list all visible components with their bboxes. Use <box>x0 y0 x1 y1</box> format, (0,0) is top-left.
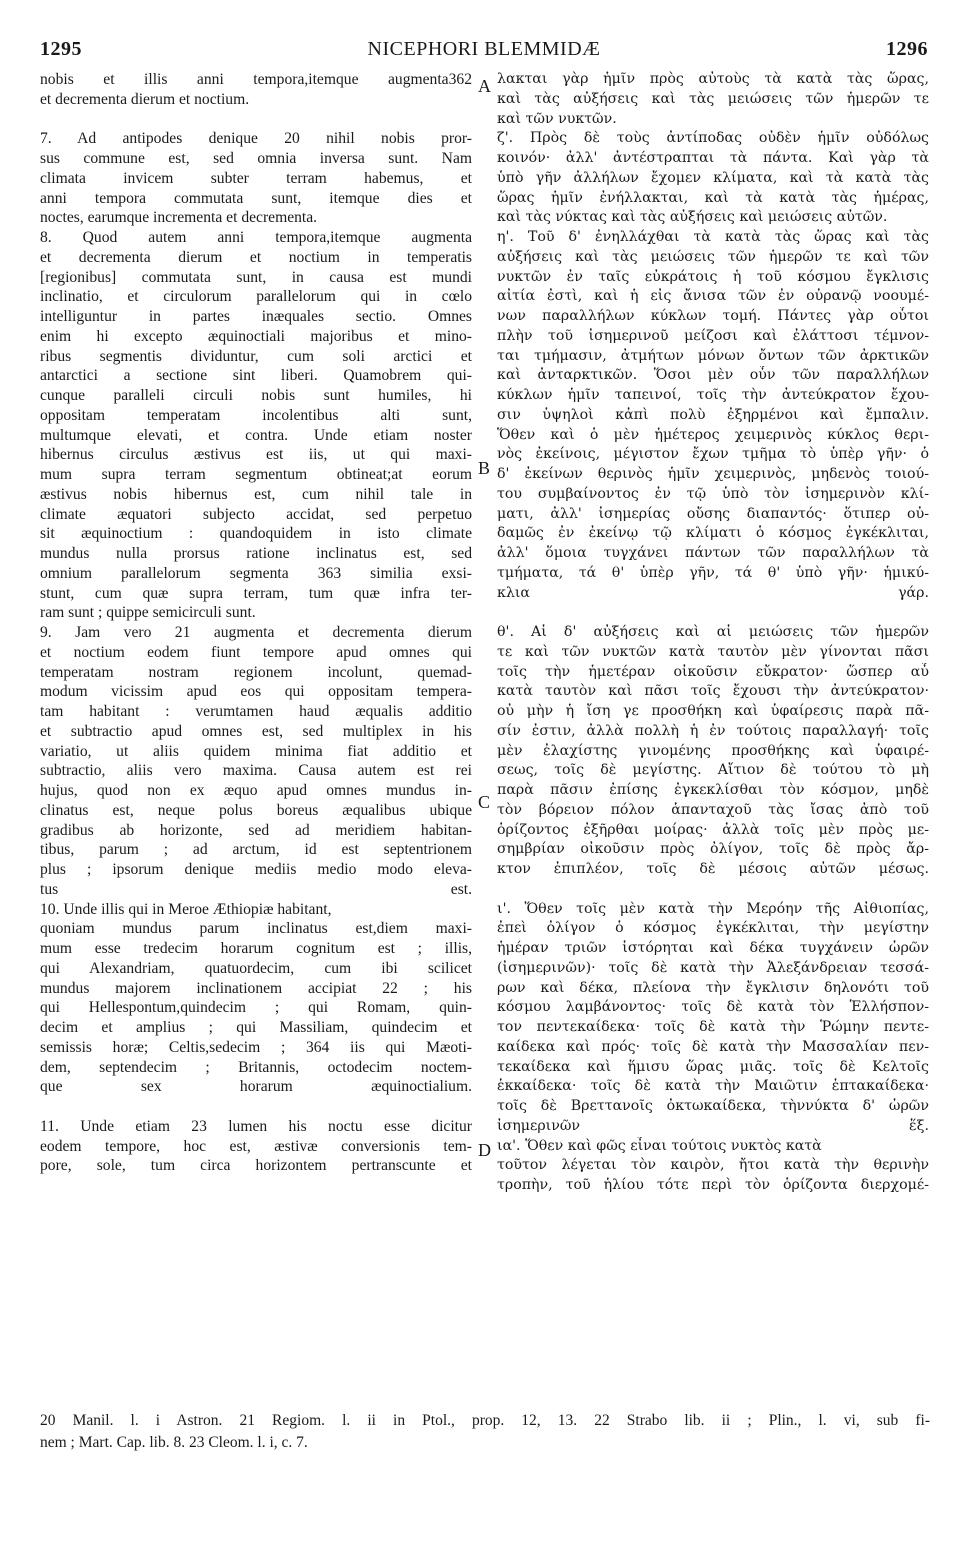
latin-text-line: semissis horæ; Celtis,sedecim ; 364 iis qui Mæoti- <box>40 1038 472 1056</box>
latin-text-line: noctes, earumque incrementa et decrementa. <box>40 209 318 227</box>
latin-text-line: mundus majorem inclinationem accipiat 22 ; his <box>40 979 472 997</box>
latin-text-line: 9. Jam vero 21 augmenta et decrementa dierum <box>40 624 472 641</box>
greek-text-line: ἀλλ' ὅμοια τυγχάνει πάντων τῶν παραλλήλων τὰ <box>497 545 929 561</box>
latin-text-line: 7. Ad antipodes denique 20 nihil nobis pror- <box>40 130 472 148</box>
running-title: NICEPHORI BLEMMIDÆ <box>367 38 601 60</box>
paragraph-gap <box>497 603 929 623</box>
page-header <box>40 38 928 68</box>
latin-text-line: sit æquinoctium : quandoquidem in isto climate <box>40 525 472 543</box>
latin-text-line: antarctici a sectione sint liberi. Quamobrem qui- <box>40 367 472 385</box>
latin-text-line: plus ; ipsorum denique mediis medio modo eleva- <box>40 861 472 878</box>
greek-text-line: κύκλων ἡμῖν ταπεινοί, τοῖς τὴν ἀντεύκρατον ἔχου- <box>497 387 929 403</box>
greek-text-line: δ' ἐκείνων θερινὸς ἡμῖν χειμερινὸς, μηδενὸς τοιού- <box>497 466 929 482</box>
latin-text-line: variatio, ut aliis quidem minima fiat additio et <box>40 742 472 760</box>
greek-text-line: σιν ὑψηλοὶ κἀπὶ πολὺ ἐξηρμένοι καὶ ἔμπαλιν. <box>497 406 929 423</box>
latin-text-line: 8. Quod autem anni tempora,itemque augmenta <box>40 229 472 246</box>
greek-text-line: πλὴν τοῦ ἰσημερινοῦ μείζοσι καὶ ἐλάττοσι τέμνον- <box>497 327 929 344</box>
latin-text-line: [regionibus] commutata sunt, in causa est mundi <box>40 268 472 286</box>
latin-text-line: hujus, quod non ex æquo apud omnes mundus in- <box>40 782 472 799</box>
latin-text-line: enim hi excepto æquinoctiali majoribus et mino- <box>40 327 472 345</box>
latin-text-line: quoniam mundus parum inclinatus est,diem maxi- <box>40 920 472 938</box>
greek-text-line: τον πεντεκαίδεκα· τοῖς δὲ κατὰ τὴν Ῥώμην πεντε- <box>497 1019 929 1035</box>
greek-text-line: τοῦτον λέγεται τὸν καιρὸν, ἤτοι κατὰ τὴν θερινὴν <box>497 1157 929 1174</box>
latin-text-line: qui Alexandriam, quatuordecim, cum ibi scilicet <box>40 959 472 977</box>
greek-text-line: ται τμήμασιν, ἀτμήτων μόνων ὄντων τῶν ἀρκτικῶν <box>497 347 929 364</box>
latin-text-line: tam habitant : verumtamen haud æqualis additio <box>40 703 472 720</box>
latin-text-line: qui Hellespontum,quindecim ; qui Romam, quin- <box>40 999 472 1017</box>
greek-text-line: τροπὴν, τοῦ ἡλίου τότε περὶ τὸν ὁρίζοντα διερχομέ- <box>497 1177 929 1193</box>
paragraph-gap <box>40 1097 472 1117</box>
greek-text-line: σημβρίαν οἰκοῦσιν πρὸς ὀλίγον, τοῖς δὲ πρὸς ἄρ- <box>497 841 929 858</box>
latin-text-line: mundus nulla prorsus ratione inclinatus est, sed <box>40 545 472 562</box>
greek-text-line: ὥρας ἡμῖν ἐνήλλακται, καὶ τὰ κατὰ τὰς ἡμέρας, <box>497 189 929 206</box>
latin-text-line: subtractio, aliis vero maxima. Causa autem est rei <box>40 762 472 780</box>
latin-text-line: oppositam temperatam incolentibus alti sunt, <box>40 406 472 424</box>
greek-text-line: ι'. Ὅθεν τοῖς μὲν κατὰ τὴν Μερόην τῆς Αἰθιοπίας, <box>497 900 929 917</box>
latin-column <box>40 70 472 1176</box>
greek-text-line: η'. Τοῦ δ' ἐνηλλάχθαι τὰ κατὰ τὰς ὥρας καὶ τὰς <box>497 229 929 245</box>
greek-text-line: μὲν ἐλαχίστης γινομένης προσθήκης καὶ ὑφαιρέ- <box>497 742 929 759</box>
latin-text-line: tus est. <box>40 880 472 898</box>
greek-text-line: δαμῶς ἐν ἐκείνῳ τῷ κλίματι ὁ κόσμος ἐγκέκλιται, <box>497 525 929 542</box>
latin-text-line: et noctium eodem fiunt tempore apud omnes qui <box>40 643 472 661</box>
latin-text-line: sus commune est, sed omnia inversa sunt. Nam <box>40 150 472 167</box>
greek-text-line: καίδεκα καὶ πρός· τοῖς δὲ κατὰ τὴν Μασσαλίαν πεν- <box>497 1038 929 1055</box>
greek-text-line: καὶ τῶν νυκτῶν. <box>497 110 617 127</box>
latin-text-line: ribus segmentis dividuntur, cum soli arctici et <box>40 347 472 365</box>
latin-text-line: climate æquatori subjecto accidat, sed perpetuo <box>40 505 472 523</box>
latin-text-line: inclinatio, et circulorum parallelorum qui in cœlo <box>40 288 472 306</box>
latin-text-line: multumque elevati, et contra. Unde etiam noster <box>40 426 472 444</box>
greek-text-line: νων παραλλήλων κύκλων τομή. Πάντες γὰρ οὗτοι <box>497 308 929 324</box>
latin-text-line: modum vicissim apud eos qui oppositam tempera- <box>40 683 472 701</box>
greek-text-line: ὁρίζοντος ἐξῆρθαι μοίρας· ἀλλὰ τοῖς μὲν πρὸς με- <box>497 821 929 838</box>
latin-text-line: et subtractio apud omnes est, sed multiplex in his <box>40 722 472 740</box>
greek-text-line: κατὰ ταυτὸν καὶ πᾶσι τοῖς ἔχουσι τὴν ἀντεύκρατον· <box>497 683 929 700</box>
footnote-line: nem ; Mart. Cap. lib. 8. 23 Cleom. l. i, c. 7. <box>40 1434 308 1451</box>
greek-text-line: ὑπὸ γῆν ἀλλήλων ἔχομεν κλίματα, καὶ τὰ κατὰ τὰς <box>497 169 929 186</box>
greek-column <box>497 70 929 1196</box>
latin-text-line: et decrementa dierum et noctium in temperatis <box>40 248 472 266</box>
latin-text-line: mum supra terram segmentum obtineat;at eorum <box>40 466 472 483</box>
latin-text-line: 10. Unde illis qui in Meroe Æthiopiæ habitant, <box>40 900 332 918</box>
greek-text-line: ἑκκαίδεκα· τοῖς δὲ κατὰ τὴν Μαιῶτιν ἑπτακαίδεκα· <box>497 1078 929 1095</box>
margin-marker-b: B <box>478 458 491 478</box>
greek-text-line: Ὅθεν καὶ ὁ μὲν ἡμέτερος χειμερινὸς κύκλος θερι- <box>497 426 929 443</box>
latin-text-line: gradibus ab horizonte, sed ad meridiem habitan- <box>40 821 472 839</box>
footnotes <box>40 1410 930 1454</box>
latin-text-line: cunque paralleli circuli nobis sunt humiles, hi <box>40 387 472 404</box>
greek-text-line: τε καὶ τῶν νυκτῶν κατὰ ταυτὸν μὲν γίνονται πᾶσι <box>497 643 929 660</box>
greek-text-line: του συμβαίνοντος ἐν τῷ ὑπὸ τὸν ἰσημερινὸν κλί- <box>497 485 929 502</box>
footnote-line: 20 Manil. l. i Astron. 21 Regiom. l. ii in Ptol., prop. 12, 13. 22 Strabo lib. ii ; Plin., l. vi, sub fi- <box>40 1412 930 1429</box>
greek-text-line: ἐπεὶ ὀλίγον ὁ κόσμος ἐγκέκλιται, τὴν μεγίστην <box>497 920 929 937</box>
greek-text-line: ρων καὶ δέκα, πλείονα τὴν ἔγκλισιν δηλονότι τοῦ <box>497 979 929 996</box>
greek-text-line: νὸς ἐκείνοις, μέγιστον ἔχων τμῆμα τὸ ὑπὲρ γῆν· ὁ <box>497 446 929 463</box>
greek-text-line: καὶ τὰς αὐξήσεις καὶ τὰς μειώσεις τῶν ἡμερῶν τε <box>497 90 929 107</box>
latin-text-line: omnium parallelorum segmenta 363 similia exsi- <box>40 564 472 582</box>
latin-text-line: et decrementa dierum et noctium. <box>40 90 250 108</box>
greek-text-line: κόσμου λαμβάνοντος· τοῖς δὲ κατὰ τὸν Ἑλλήσπον- <box>497 999 929 1016</box>
margin-marker-c: C <box>478 792 491 812</box>
latin-text-line: climata invicem subter terram habemus, et <box>40 169 472 187</box>
greek-text-line: καὶ ἀνταρκτικῶν. Ὅσοι μὲν οὖν τῶν παραλλήλων <box>497 367 929 384</box>
latin-text-line: ram sunt ; quippe semicirculi sunt. <box>40 604 256 622</box>
greek-text-line: (ἰσημερινῶν)· τοῖς δὲ κατὰ τὴν Ἀλεξάνδρειαν τεσσά- <box>497 959 929 976</box>
latin-text-line: 11. Unde etiam 23 lumen his noctu esse dicitur <box>40 1117 472 1135</box>
latin-text-line: anni tempora commutata sunt, itemque dies et <box>40 189 472 207</box>
greek-text-line: αὐξήσεις καὶ τὰς μειώσεις τῶν ἡμερῶν τε καὶ τῶν <box>497 248 929 265</box>
greek-text-line: τοῖς δὲ Βρεττανοῖς ὀκτωκαίδεκα, τὴννύκτα δ' ὡρῶν <box>497 1098 929 1114</box>
greek-text-line: παρὰ πᾶσιν ἐπίσης ἐγκεκλίσθαι τὸν κόσμον, μηδὲ <box>497 782 929 798</box>
latin-text-line: eodem tempore, hoc est, æstivæ conversionis tem- <box>40 1137 472 1155</box>
latin-text-line: nobis et illis anni tempora,itemque augmenta362 <box>40 71 472 88</box>
greek-text-line: σεως, τοῖς δὲ μεγίστης. Αἴτιον δὲ τούτου τὸ μὴ <box>497 762 929 779</box>
latin-text-line: mum esse tredecim horarum cognitum est ; illis, <box>40 940 472 957</box>
latin-text-line: dem, septendecim ; Britannis, octodecim noctem- <box>40 1058 472 1076</box>
greek-text-line: τὸν βόρειον πόλον ἁπανταχοῦ τὰς ἴσας ἀπὸ τοῦ <box>497 801 929 818</box>
page-number-left: 1295 <box>40 38 82 60</box>
greek-text-line: θ'. Αἱ δ' αὐξήσεις καὶ αἱ μειώσεις τῶν ἡμερῶν <box>497 624 929 640</box>
margin-marker-d: D <box>478 1140 491 1160</box>
greek-text-line: νυκτῶν ἐν ταῖς εὐκράτοις ἡ τοῦ κόσμου ἔγκλισις <box>497 268 929 285</box>
greek-text-line: ια'. Ὅθεν καὶ φῶς εἶναι τούτοις νυκτὸς κατὰ <box>497 1137 822 1154</box>
latin-text-line: clinatus est, neque polus boreus æqualibus ubique <box>40 801 472 819</box>
greek-text-line: ἡμέραν τριῶν ἱστόρηται καὶ δέκα τυγχάνειν ὡρῶν <box>497 940 929 956</box>
greek-text-line: κτον ἐπιπλέον, τοῖς δὲ μέσοις αὐτῶν μέσως. <box>497 861 929 877</box>
paragraph-gap <box>497 880 929 900</box>
margin-marker-a: A <box>478 76 491 96</box>
greek-text-line: αἰτία ἐστὶ, καὶ ἡ εἰς ἄνισα τῶν ἐν οὐρανῷ νοουμέ- <box>497 288 929 305</box>
latin-text-line: tibus, parum ; ad arctum, id est septentrionem <box>40 841 472 859</box>
greek-text-line: σίν ἐστιν, ἀλλὰ πολλὴ ἡ ἐν τούτοις παραλλαγή· τοῖς <box>497 722 929 739</box>
greek-text-line: ἰσημερινῶν ἕξ. <box>497 1117 929 1134</box>
greek-text-line: τμήματα, τά θ' ὑπὲρ γῆν, τά θ' ὑπὸ γῆν· ἡμικύ- <box>497 564 929 581</box>
greek-text-line: τεκαίδεκα καὶ ἥμισυ ὥρας μιᾶς. τοῖς δὲ Κελτοῖς <box>497 1058 929 1075</box>
latin-text-line: decim et amplius ; qui Massiliam, quindecim et <box>40 1019 472 1036</box>
latin-text-line: hibernus circulus æstivus est iis, ut qui maxi- <box>40 446 472 464</box>
greek-text-line: ζ'. Πρὸς δὲ τοὺς ἀντίποδας οὐδὲν ἡμῖν οὐδόλως <box>497 130 929 147</box>
greek-text-line: λακται γὰρ ἡμῖν πρὸς αὐτοὺς τὰ κατὰ τὰς ὥρας, <box>497 71 929 87</box>
greek-text-line: καὶ τὰς νύκτας καὶ τὰς αὐξήσεις καὶ μειώσεις αὐτῶν. <box>497 209 888 226</box>
greek-text-line: κοινόν· ἀλλ' ἀντέστραπται τὰ πάντα. Καὶ γὰρ τὰ <box>497 150 929 166</box>
latin-text-line: æstivus nobis hibernus est, cum nihil tale in <box>40 485 472 503</box>
greek-text-line: κλια γάρ. <box>497 584 929 601</box>
greek-text-line: τοῖς τὴν ἡμετέραν οἰκοῦσιν εὔκρατον· ὥσπερ αὖ <box>497 663 929 680</box>
latin-text-line: stunt, cum quæ supra terram, tum quæ infra ter- <box>40 584 472 602</box>
latin-text-line: pore, sole, tum circa horizontem pertranscunte et <box>40 1157 472 1175</box>
greek-text-line: ματι, ἀλλ' ἰσημερίας οὔσης διαπαντός· ὅτιπερ οὐ- <box>497 505 929 522</box>
latin-text-line: temperatam nostram regionem incolunt, quemad- <box>40 663 472 681</box>
latin-text-line: intelliguntur in partes inæquales sectio. Omnes <box>40 308 472 325</box>
greek-text-line: οὐ μὴν ἡ ἴση γε προσθήκη καὶ ὑφαίρεσις παρὰ πᾶ- <box>497 703 929 719</box>
page-number-right: 1296 <box>886 38 928 60</box>
paragraph-gap <box>40 110 472 130</box>
latin-text-line: que sex horarum æquinoctialium. <box>40 1078 472 1096</box>
